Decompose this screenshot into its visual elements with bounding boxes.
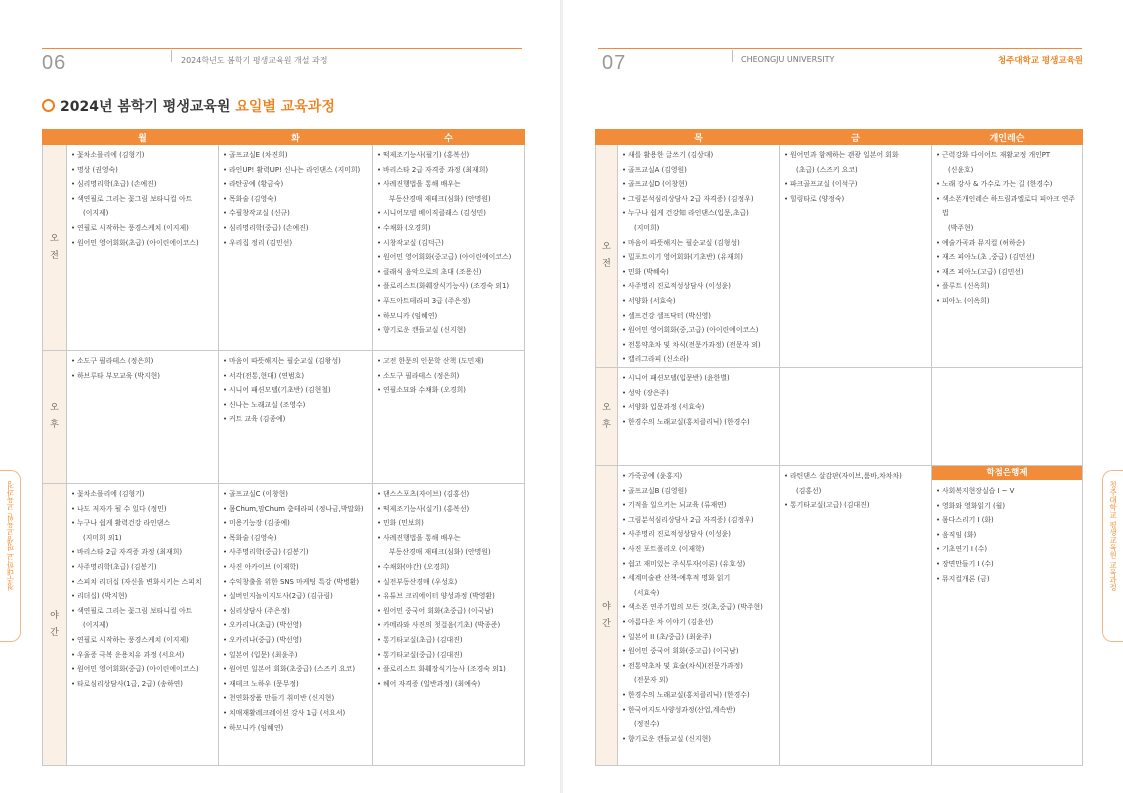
course-cell <box>219 351 373 484</box>
course-item: (초급) (스즈키 요코) <box>796 165 858 174</box>
course-item: (정진수) <box>634 720 660 729</box>
course-item: (김홍선) <box>796 486 822 495</box>
title-accent: 요일별 교육과정 <box>235 99 335 115</box>
left-page <box>0 0 560 793</box>
course-item: • 캘리그라피 (신소라) <box>622 352 775 367</box>
course-item: • 아름다운 차 이야기 (김윤선) <box>622 615 775 630</box>
course-item: • 향기로운 캔들교실 (신지현) <box>622 732 775 747</box>
course-item: 부동산경매 재테크(심화) (안명원) <box>389 548 491 557</box>
course-item: • 심리명리학(초급) (손예진) <box>71 177 214 192</box>
course-item: • 하모니카 (임혜연) <box>223 721 368 736</box>
course-item: • 사주명리학(초급) (김봉기) <box>71 560 214 575</box>
course-cell <box>780 145 932 368</box>
course-item: • 성악 (장은주) <box>622 386 775 401</box>
course-item: (전문자 외) <box>634 676 669 685</box>
course-cell <box>373 351 525 484</box>
course-item: • 고전 한문의 인문학 산책 (도민재) <box>377 354 520 369</box>
course-item: • 서양화 (서효숙) <box>622 294 775 309</box>
course-cell <box>67 351 219 484</box>
course-item: • 연필소묘와 수채화 (오경희) <box>377 383 520 398</box>
course-item: • 파크골프교실 (이석구) <box>784 177 927 192</box>
course-list <box>784 469 927 513</box>
course-item: • 하모니카 (임혜연) <box>377 309 520 324</box>
course-cell <box>219 484 373 766</box>
course-item: • 우울증 극복 운용치유 과정 (서요셔) <box>71 648 214 663</box>
course-cell <box>618 145 780 368</box>
course-item: • 일본어 II (초/중급) (최윤주) <box>622 630 775 645</box>
course-item: • 시니어 패션모델(입문반) (윤한별) <box>622 371 775 386</box>
course-item: (지미희 외1) <box>83 533 122 542</box>
course-item: • 실전부동산경매 (우성호) <box>377 575 520 590</box>
table-row <box>43 145 525 351</box>
course-item: • 헤어 자격증 (일반과정) (최예숙) <box>377 677 520 692</box>
course-item: • 색소폰 연주기법의 모든 것(초,중급) (박주현) <box>622 600 775 615</box>
course-item: • 플로리스트(화훼장식기능사) (조경숙 외1) <box>377 279 520 294</box>
course-item: • 플루트 (신옥희) <box>936 279 1078 294</box>
course-item: • 골프교실D (이창현) <box>622 177 775 192</box>
course-cell <box>67 484 219 766</box>
course-item: • 몸Chum,맘Chum 춤테라피 (정나금,박말화) <box>223 502 368 517</box>
course-item: • 사진 아카이브 (이재학) <box>223 560 368 575</box>
running-header: 2024학년도 봄학기 평생교육원 개설 과정 <box>181 56 328 65</box>
course-item: • 한경수의 노래교실(홍치클리닉) (한경수) <box>622 415 775 430</box>
course-item: • 향기로운 캔들교실 (신지현) <box>377 323 520 338</box>
period-label: 오전 <box>43 145 67 351</box>
course-item: • 사주명리 진로적성상담사 (이성윤) <box>622 527 775 542</box>
course-list <box>223 148 368 250</box>
course-item: • 재즈 피아노(고급) (김민선) <box>936 265 1078 280</box>
course-item: • 영화와 영화읽기 (월) <box>936 499 1078 514</box>
course-item: • 셀프건강 셀프닥터 (박신영) <box>622 309 775 324</box>
column-header <box>596 130 618 145</box>
course-item: • 목화술 (김영숙) <box>223 192 368 207</box>
brand-name: 청주대학교 평생교육원 <box>997 56 1083 66</box>
course-item: • 원어민과 함께하는 괜광 일본어 회화 <box>784 148 927 163</box>
top-rule <box>598 48 1082 49</box>
course-item: • 떡제조기능사(필기) (홍복선) <box>377 148 520 163</box>
course-item: • 장면만들기 I (수) <box>936 557 1078 572</box>
course-item: • 노래 강사 & 가수로 가는 길 (한경수) <box>936 177 1078 192</box>
course-item: • 사주명리 진로적성상담사 (이성윤) <box>622 279 775 294</box>
course-item: • 수필창작교실 (신규) <box>223 206 368 221</box>
course-item: • 카메라와 사진의 첫걸음(기초) (박종준) <box>377 618 520 633</box>
course-item: • 사진 포트폴리오 (이재학) <box>622 542 775 557</box>
course-item: • 한국어지도사양성과정(산업,계속반) <box>622 703 775 718</box>
course-item: • 원어민 영어회화(초급) (아이린에이코스) <box>71 236 214 251</box>
course-item: • 통기타교실(중급) (김대진) <box>377 648 520 663</box>
course-list <box>71 354 214 383</box>
course-item: • 재테크 노하우 (문무정) <box>223 677 368 692</box>
course-item: • 유튜브 크리에이터 양성과정 (박영환) <box>377 589 520 604</box>
course-item: • 원어민 일본어 회화(초중급) (스즈키 요코) <box>223 662 368 677</box>
course-item: • 누구나 쉽게 건강知 라인댄스(입문,초급) <box>622 206 775 221</box>
side-tab-label: 청주대학교 평생교육원 교육과정 <box>5 481 15 591</box>
course-item: • 사례진행법을 통해 배우는 <box>377 177 520 192</box>
course-list <box>223 354 368 427</box>
course-item: • 오카리나(중급) (박선영) <box>223 633 368 648</box>
course-item: • 클래식 음악으로의 초대 (조용신) <box>377 265 520 280</box>
table-row <box>596 466 1083 766</box>
course-item: • 원어민 영어회화(중급) (아이린에이코스) <box>71 662 214 677</box>
course-item: • 꽃차소믈리에 (김형기) <box>71 148 214 163</box>
course-cell <box>780 466 932 766</box>
course-list <box>223 487 368 735</box>
course-item: • 타로심리상담사(1급, 2급) (송하연) <box>71 677 214 692</box>
right-schedule-table <box>595 129 1083 766</box>
course-item: • 미용기능장 (김종예) <box>223 516 368 531</box>
course-item: • 떡제조기능사(실기) (홍복선) <box>377 502 520 517</box>
course-item: • 그림분석심리상담사 2급 자격증) (김정우) <box>622 192 775 207</box>
course-item: • 가죽공예 (윤홍지) <box>622 469 775 484</box>
course-item: • 한경수의 노래교실(홍치클리닉) (한경수) <box>622 688 775 703</box>
table-row <box>43 484 525 766</box>
course-item: • 민화 (민보희) <box>377 516 520 531</box>
course-list <box>71 148 214 250</box>
course-item: (지미희) <box>634 223 660 232</box>
credit-bank-header: 학점은행제 <box>932 466 1082 480</box>
course-item: • 색연필로 그리는 꽃그림 보타니컬 아트 <box>71 604 214 619</box>
course-list <box>377 148 520 338</box>
title-prefix: 2024년 봄학기 평생교육원 <box>60 99 231 115</box>
course-cell <box>219 145 373 351</box>
course-item: • 커트 교육 (김종예) <box>223 412 368 427</box>
circle-bullet-icon <box>42 99 55 112</box>
top-rule <box>42 48 522 49</box>
course-item: • 라인UP! 활력UP! 신나는 라인댄스 (지미희) <box>223 163 368 178</box>
period-label: 야간 <box>596 466 618 766</box>
course-item: • 원어민 영어회화(중고급) (아이린에이코스) <box>377 250 520 265</box>
table-row <box>596 368 1083 466</box>
course-item: • 골프교실A (김영원) <box>622 163 775 178</box>
course-item: • 새를 활용한 글쓰기 (김상대) <box>622 148 775 163</box>
course-item: • 하브루타 부모교육 (박지현) <box>71 369 214 384</box>
period-label: 오후 <box>43 351 67 484</box>
course-item: • 심리명리학(중급) (손예진) <box>223 221 368 236</box>
course-item: • 나도 저자가 될 수 있다 (정민) <box>71 502 214 517</box>
page-title <box>42 96 335 116</box>
course-item: • 수익창출을 위한 SNS 마케팅 특강 (박병환) <box>223 575 368 590</box>
course-item: • 예술가곡과 뮤지컬 (허하순) <box>936 236 1078 251</box>
course-list <box>936 484 1078 586</box>
period-label: 야간 <box>43 484 67 766</box>
column-header <box>43 130 67 145</box>
course-list <box>377 487 520 691</box>
course-item: • 뮤지컬개론 (금) <box>936 572 1078 587</box>
course-list <box>784 148 927 206</box>
course-item: • 밀포트이기 영어회화(기초반) (유재희) <box>622 250 775 265</box>
course-item: • 누구나 쉽게 활력건강 라인댄스 <box>71 516 214 531</box>
course-item: • 리더십) (박지현) <box>71 589 214 604</box>
course-item: • 민화 (박혜숙) <box>622 265 775 280</box>
column-header-thu: 목 <box>618 130 780 145</box>
course-item: • 연필로 시작하는 풍경스케치 (이지제) <box>71 633 214 648</box>
course-item: • 쉽고 재미있는 주식투자(이론) (유호성) <box>622 557 775 572</box>
course-item: • 댄스스포츠(자이브) (김홍선) <box>377 487 520 502</box>
course-item: • 라탄공예 (황금숙) <box>223 177 368 192</box>
course-item: • 골프교실B (김영원) <box>622 484 775 499</box>
period-label: 오후 <box>596 368 618 466</box>
course-item: • 플로리스트 화훼장식기능사 (조경숙 외1) <box>377 662 520 677</box>
course-item: • 전통약초차 및 차식(전문가과정) (전문자 외) <box>622 338 775 353</box>
table-row <box>43 351 525 484</box>
course-item: • 세계미술관 산책-예후적 명화 읽기 <box>622 571 775 586</box>
course-item: • 라틴댄스 살감판(자이브,룸바,차차차) <box>784 469 927 484</box>
course-item: • 전통약초차 및 효술(차식)(전문가과정) <box>622 659 775 674</box>
course-cell <box>373 145 525 351</box>
course-item: • 시창작교실 (김덕근) <box>377 236 520 251</box>
course-item: • 색소폰개인레슨 하드림과엘로디 피아크 연주법 <box>936 192 1078 221</box>
course-item: • 소도구 필라테스 (정은희) <box>377 369 520 384</box>
course-item: • 원어민 중국어 회화(중고급) (이국남) <box>622 644 775 659</box>
column-header-tue: 화 <box>219 130 373 145</box>
course-item: • 사주명리학(중급) (김봉기) <box>223 545 368 560</box>
course-item: • 통기타교실(초급) (김대진) <box>377 633 520 648</box>
course-item: • 서각(전통,현대) (연범호) <box>223 369 368 384</box>
column-header-private-lesson: 개인레슨 <box>932 130 1083 145</box>
course-item: • 천연화장품 만들기 취미반 (신지현) <box>223 691 368 706</box>
course-item: • 소도구 필라테스 (정은희) <box>71 354 214 369</box>
course-cell <box>780 368 932 466</box>
course-cell <box>932 368 1083 466</box>
course-item: • 수채화 (오경희) <box>377 221 520 236</box>
section-side-tab <box>0 470 21 642</box>
course-item: • 기적을 일으키는 뇌교육 (류재연) <box>622 498 775 513</box>
running-header: CHEONGJU UNIVERSITY <box>741 55 835 64</box>
course-item: • 심리상담사 (주은정) <box>223 604 368 619</box>
column-header-mon: 월 <box>67 130 219 145</box>
course-item: • 시니어 패션모델(기초반) (김현철) <box>223 383 368 398</box>
course-item: • 원어민 영어회화(중,고급) (아이린에이코스) <box>622 323 775 338</box>
course-item: • 바리스타 2급 자격증 과정 (최재희) <box>71 545 214 560</box>
right-page <box>562 0 1123 793</box>
course-item: (서효숙) <box>634 588 660 597</box>
course-item: • 피아노 (이옥희) <box>936 294 1078 309</box>
column-header-fri: 금 <box>780 130 932 145</box>
credit-bank-cell <box>932 466 1083 766</box>
course-item: • 기초연기 I (수) <box>936 542 1078 557</box>
course-item: (이지제) <box>83 621 109 630</box>
page-number: 06 <box>42 52 67 74</box>
course-cell <box>373 484 525 766</box>
course-item: • 목화술 (김영숙) <box>223 531 368 546</box>
course-item: • 골프교실C (이창현) <box>223 487 368 502</box>
course-item: • 수채화(야간) (오경희) <box>377 560 520 575</box>
course-cell <box>67 145 219 351</box>
page-number: 07 <box>602 52 627 74</box>
course-item: • 음직임 (화) <box>936 528 1078 543</box>
course-item: • 푸드아트테라피 3급 (주은정) <box>377 294 520 309</box>
course-item: • 오카리나(초급) (박선영) <box>223 618 368 633</box>
course-list <box>71 487 214 691</box>
section-side-tab <box>1102 470 1123 642</box>
header-divider <box>732 50 733 62</box>
course-item: • 골프교실E (차진희) <box>223 148 368 163</box>
course-item: • 우리집 정리 (김민선) <box>223 236 368 251</box>
course-cell <box>618 466 780 766</box>
course-item: • 힐링타로 (양정숙) <box>784 192 927 207</box>
course-item: • 근력강화 다이어트 재활교정 개인PT <box>936 148 1078 163</box>
course-item: • 마음이 따뜻해지는 필순교실 (김왕성) <box>223 354 368 369</box>
course-item: • 신나는 노래교실 (조영수) <box>223 398 368 413</box>
course-item: • 색연필로 그리는 꽃그림 보타니컬 아트 <box>71 192 214 207</box>
course-list <box>377 354 520 398</box>
course-item: (박주현) <box>948 223 974 232</box>
course-cell <box>932 145 1083 368</box>
course-item: • 사회복지현장실습 I ~ V <box>936 484 1078 499</box>
column-header-wed: 수 <box>373 130 525 145</box>
course-list <box>936 148 1078 309</box>
course-item: • 명상 (권영숙) <box>71 163 214 178</box>
course-item: • 원어민 중국어 회화(초중급) (이국남) <box>377 604 520 619</box>
course-list <box>622 148 775 367</box>
course-item: • 실버인지놀이지도사(2급) (김규림) <box>223 589 368 604</box>
course-item: • 마음이 따뜻해지는 필순교실 (김형성) <box>622 236 775 251</box>
course-item: • 서양화 입문과정 (서효숙) <box>622 400 775 415</box>
course-item: • 연필로 시작하는 풍경스케치 (이지제) <box>71 221 214 236</box>
course-item: • 몸다스리기 I (화) <box>936 513 1078 528</box>
course-item: • 치매재활레크레이션 강사 1급 (서요셔) <box>223 706 368 721</box>
course-item: 부동산경매 재테크(심화) (안명원) <box>389 194 491 203</box>
course-item: • 일본어 (입문) (최윤주) <box>223 648 368 663</box>
header-divider <box>171 50 172 62</box>
course-item: (이지제) <box>83 209 109 218</box>
course-item: • 재즈 피아노(초 ,중급) (김민선) <box>936 250 1078 265</box>
course-cell <box>618 368 780 466</box>
course-item: • 스피치 리더십 (자신을 변화시키는 스피치 <box>71 575 214 590</box>
side-tab-label: 청주대학교 평생교육원 교육과정 <box>1108 481 1118 591</box>
course-item: (신윤호) <box>948 165 974 174</box>
course-item: • 사례진행법을 통해 배우는 <box>377 531 520 546</box>
course-list <box>622 371 775 429</box>
period-label: 오전 <box>596 145 618 368</box>
course-item: • 그림분석심리상담사 2급 자격증) (김정우) <box>622 513 775 528</box>
table-row <box>596 145 1083 368</box>
left-schedule-table <box>42 129 525 766</box>
course-item: • 시니어모델 베이직클래스 (김성민) <box>377 206 520 221</box>
course-item: • 꽃차소믈리에 (김형기) <box>71 487 214 502</box>
course-item: • 통기타교실(고급) (김대진) <box>784 498 927 513</box>
course-item: • 바리스타 2급 자격증 과정 (최재희) <box>377 163 520 178</box>
course-list <box>622 469 775 746</box>
